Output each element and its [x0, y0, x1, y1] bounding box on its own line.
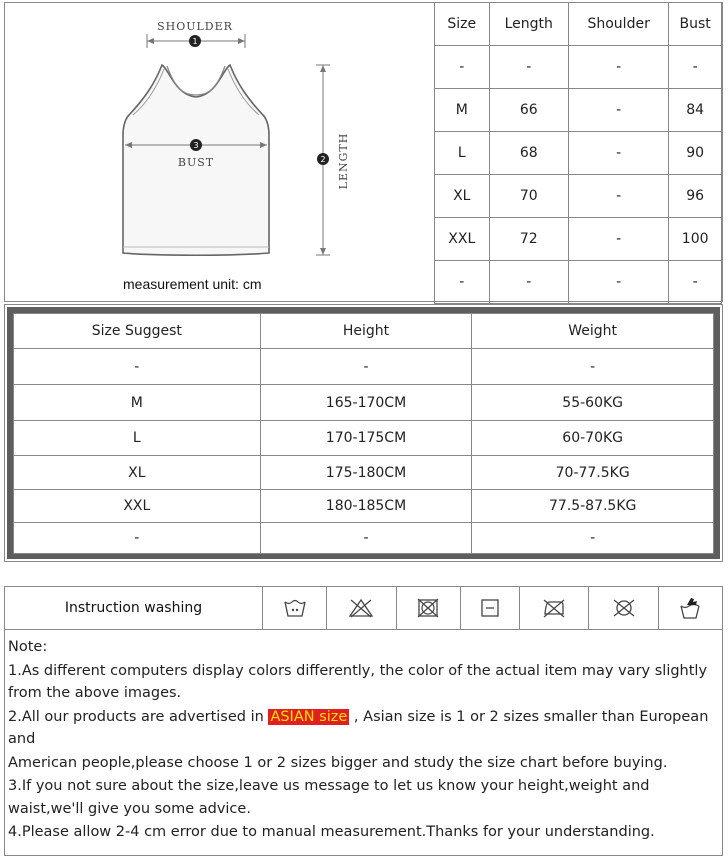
- size-table-row: [435, 132, 722, 175]
- size-table-cell: 84: [669, 89, 722, 132]
- note-2-prefix: 2.All our products are advertised in: [8, 708, 269, 725]
- suggest-header-height: Height: [260, 314, 472, 349]
- size-chart-top-section: [4, 2, 723, 302]
- size-table-header-length: Length: [489, 3, 568, 46]
- length-label: LENGTH: [337, 132, 350, 190]
- size-table-cell: 90: [669, 132, 722, 175]
- note-4: 4.Please allow 2-4 cm error due to manual measurement.Thanks for your understanding.: [8, 824, 655, 840]
- dry-flat-icon: [460, 587, 519, 630]
- size-table-cell: -: [569, 132, 669, 175]
- size-table-cell: -: [569, 218, 669, 261]
- suggest-row: [14, 490, 714, 523]
- note-1: 1.As different computers display colors differently, the color of the actual item may vary slightly from the above images.: [8, 662, 708, 701]
- suggest-cell: 55-60KG: [472, 385, 714, 421]
- suggest-cell: 175-180CM: [260, 456, 472, 490]
- note-2-suffix: , Asian size is 1 or 2 sizes smaller than European and: [8, 708, 709, 747]
- size-suggest-section: [4, 304, 723, 562]
- size-table-cell: -: [569, 46, 669, 89]
- size-table-cell: -: [669, 46, 722, 89]
- note-2: [8, 706, 719, 751]
- size-table-cell: 100: [669, 218, 722, 261]
- suggest-cell: -: [260, 523, 472, 554]
- size-table-header-shoulder: Shoulder: [569, 3, 669, 46]
- suggest-cell: 60-70KG: [472, 421, 714, 456]
- notes-section: [4, 630, 723, 856]
- bust-label: BUST: [177, 156, 215, 169]
- size-table-header-size: Size: [435, 3, 490, 46]
- size-table-cell: 70: [489, 175, 568, 218]
- suggest-cell: L: [14, 421, 261, 456]
- shoulder-label: SHOULDER: [157, 20, 233, 33]
- marker-1: 1: [192, 37, 198, 46]
- size-measurement-table: [434, 2, 722, 304]
- suggest-cell: 70-77.5KG: [472, 456, 714, 490]
- no-tumble-dry-icon: [396, 587, 460, 630]
- suggest-cell: -: [14, 523, 261, 554]
- size-table-row: [435, 89, 722, 132]
- tank-top-outline-drawing: [5, 3, 434, 301]
- notes-title: Note:: [8, 639, 48, 655]
- size-table-cell: -: [569, 89, 669, 132]
- size-table-cell: XL: [435, 175, 490, 218]
- suggest-header-weight: Weight: [472, 314, 714, 349]
- suggest-cell: 170-175CM: [260, 421, 472, 456]
- suggest-row: [14, 385, 714, 421]
- size-table-cell: -: [435, 46, 490, 89]
- no-ironing-icon: [519, 587, 588, 630]
- marker-3: 3: [193, 141, 199, 150]
- size-table-cell: 66: [489, 89, 568, 132]
- suggest-header-size: Size Suggest: [14, 314, 261, 349]
- size-table-cell: -: [435, 261, 490, 304]
- size-table-cell: M: [435, 89, 490, 132]
- size-table-cell: XXL: [435, 218, 490, 261]
- size-table-cell: -: [489, 46, 568, 89]
- suggest-cell: M: [14, 385, 261, 421]
- suggest-cell: -: [472, 349, 714, 385]
- size-table-cell: -: [569, 175, 669, 218]
- suggest-cell: -: [14, 349, 261, 385]
- size-table-cell: L: [435, 132, 490, 175]
- size-table-row: [435, 261, 722, 304]
- suggest-row: [14, 349, 714, 385]
- no-dry-clean-icon: [589, 587, 658, 630]
- instruction-washing-label: Instruction washing: [5, 587, 263, 630]
- marker-2: 2: [320, 155, 326, 164]
- size-suggest-frame: [7, 307, 720, 559]
- size-table-row: [435, 218, 722, 261]
- size-table-cell: 72: [489, 218, 568, 261]
- suggest-cell: 165-170CM: [260, 385, 472, 421]
- size-table-cell: 96: [669, 175, 722, 218]
- size-suggest-table: [13, 313, 714, 554]
- hand-wash-only-icon: [658, 587, 722, 630]
- suggest-row: [14, 456, 714, 490]
- note-3: 3.If you not sure about the size,leave us message to let us know your height,weight and waist,we'll give you some advice.: [8, 778, 650, 817]
- suggest-cell: -: [260, 349, 472, 385]
- suggest-row: [14, 523, 714, 554]
- measurement-unit-label: measurement unit: cm: [123, 276, 262, 292]
- size-table-header-bust: Bust: [669, 3, 722, 46]
- size-table-row: [435, 46, 722, 89]
- size-table-row: [435, 175, 722, 218]
- size-table-cell: -: [669, 261, 722, 304]
- suggest-header-row: [14, 314, 714, 349]
- no-bleach-icon: [327, 587, 396, 630]
- note-2-continued: American people,please choose 1 or 2 sizes bigger and study the size chart before buying.: [8, 754, 668, 771]
- asian-size-highlight: ASIAN size: [270, 708, 348, 725]
- tank-top-diagram: [5, 3, 434, 301]
- suggest-cell: 180-185CM: [260, 490, 472, 523]
- suggest-row: [14, 421, 714, 456]
- size-table-header-row: [435, 3, 722, 46]
- suggest-cell: XXL: [14, 490, 261, 523]
- suggest-cell: XL: [14, 456, 261, 490]
- size-table-cell: -: [569, 261, 669, 304]
- washing-instructions-row: [4, 586, 723, 630]
- size-table-cell: -: [489, 261, 568, 304]
- suggest-cell: -: [472, 523, 714, 554]
- size-table-cell: 68: [489, 132, 568, 175]
- suggest-cell: 77.5-87.5KG: [472, 490, 714, 523]
- hand-wash-icon: [263, 587, 327, 630]
